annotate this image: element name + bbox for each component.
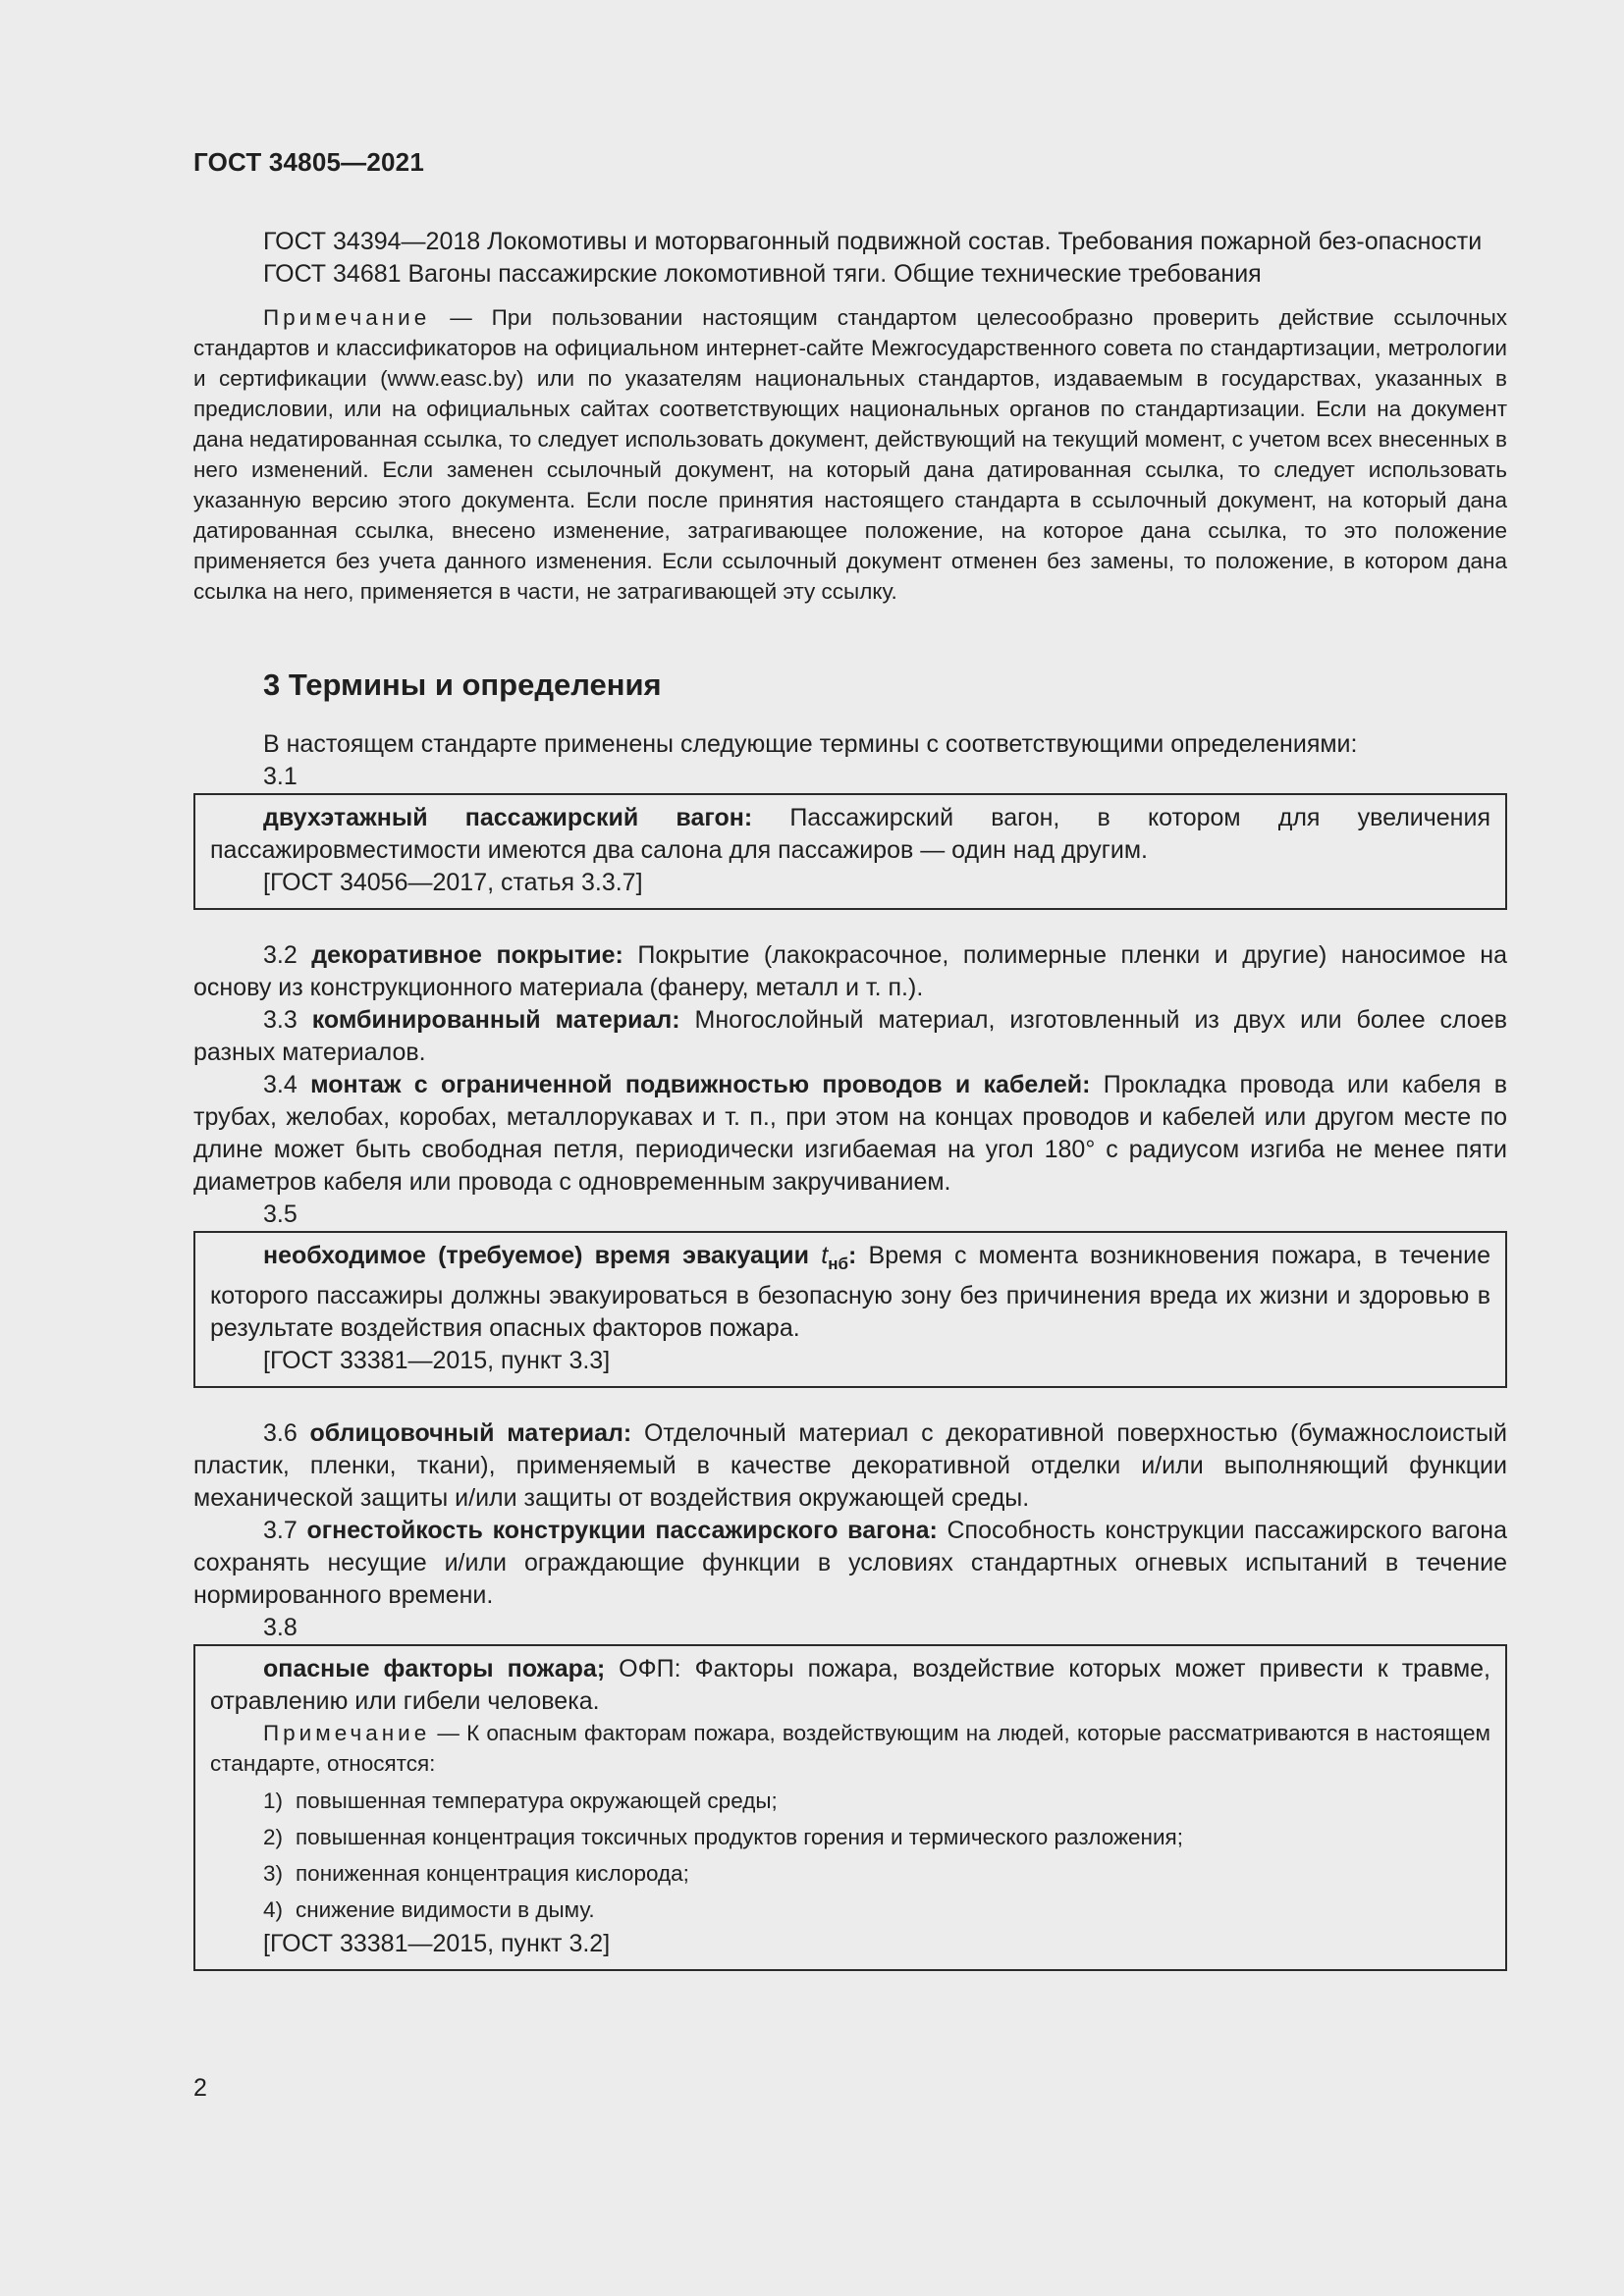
note-label: Примечание [263, 1721, 431, 1745]
term-box [193, 1644, 1507, 1971]
term-entry [193, 939, 1507, 1004]
note-text: — При пользовании настоящим стандартом целесообразно проверить действие ссылочных стандартов и классификаторов на официальном интернет-сайте Межгосударственного совета по стандартизации, метрологии и сертификации (www.easc.by) или по указателям национальных стандартов, издаваемым в государствах, указанных в предисловии, или на официальных сайтах соответствующих национальных органов по стандартизации. Если на документ дана недатированная ссылка, то следует использовать документ, действующий на текущий момент, с учетом всех внесенных в него изменений. Если заменен ссылочный документ, на который дана датированная ссылка, то следует использовать указанную версию этого документа. Если после принятия настоящего стандарта в ссылочный документ, на который дана датированная ссылка, внесено изменение, затрагивающее положение, на которое дана ссылка, то это положение применяется без учета данного изменения. Если ссылочный документ отменен без замены, то положение, в котором дана ссылка на него, применяется в части, не затрагивающей эту ссылку. [193, 305, 1507, 604]
term-number: 3.6 [263, 1419, 310, 1447]
term-text: Многослойный материал, изготовленный из двух или более слоев разных материалов. [193, 1006, 1507, 1066]
term-box [193, 793, 1507, 910]
note-label: Примечание [263, 305, 431, 330]
term-number: 3.1 [263, 763, 298, 790]
term-number: 3.7 [263, 1517, 307, 1544]
term-name: монтаж с ограниченной подвижностью проводов и кабелей: [310, 1071, 1091, 1098]
term-name: комбинированный материал: [311, 1006, 680, 1034]
term-number: 3.5 [263, 1201, 298, 1228]
reference-item: ГОСТ 34394—2018 Локомотивы и моторвагонный подвижной состав. Требования пожарной без-опасности [263, 228, 1483, 255]
term-definition [210, 1653, 1490, 1718]
page-number: 2 [193, 2074, 207, 2102]
hazard-list [210, 1783, 1490, 1928]
section-intro: В настоящем стандарте применены следующие термины с соответствующими определениями: [263, 730, 1358, 758]
term-text: Пассажирский вагон, в котором для увеличения пассажировместимости имеются два салона для пассажиров — один над другим. [210, 804, 1490, 864]
term-symbol-subscript: нб [828, 1255, 848, 1273]
list-item: 2) повышенная концентрация токсичных продуктов горения и термического разложения; [263, 1825, 1183, 1849]
references-note [193, 302, 1507, 607]
term-definition [210, 802, 1490, 867]
term-entry [193, 1417, 1507, 1515]
list-item: 1) повышенная температура окружающей среды; [263, 1789, 778, 1813]
term-entry [193, 1515, 1507, 1612]
reference-item: ГОСТ 34681 Вагоны пассажирские локомотивной тяги. Общие технические требования [263, 260, 1262, 288]
term-number: 3.2 [263, 941, 312, 969]
term-text: Прокладка провода или кабеля в трубах, желобах, коробах, металлорукавах и т. п., при этом на концах проводов и кабелей или другом месте по длине может быть свободная петля, периодически изгибаемая на угол 180° с радиусом изгиба не менее пяти диаметров кабеля или провода с одновременным закручиванием. [193, 1071, 1508, 1196]
term-text: Покрытие (лакокрасочное, полимерные пленки и другие) наносимое на основу из конструкционного материала (фанеру, металл и т. п.). [193, 941, 1507, 1001]
note-text: — К опасным факторам пожара, воздействующим на людей, которые рассматриваются в настоящем стандарте, относятся: [210, 1721, 1490, 1776]
term-name: двухэтажный пассажирский вагон: [263, 804, 753, 831]
term-number: 3.3 [263, 1006, 312, 1034]
term-note [210, 1718, 1490, 1779]
term-symbol: t [821, 1242, 829, 1269]
list-item: 3) пониженная концентрация кислорода; [263, 1861, 689, 1886]
term-number: 3.4 [263, 1071, 311, 1098]
term-text: Время с момента возникновения пожара, в течение которого пассажиры должны эвакуироваться в безопасную зону без причинения вреда их жизни и здоровью в результате воздействия опасных факторов пожара. [210, 1242, 1490, 1342]
section-title: 3 Термины и определения [263, 667, 662, 702]
term-name: необходимое (требуемое) время эвакуации $t_{нб}$: [263, 1242, 857, 1273]
term-source: [ГОСТ 34056—2017, статья 3.3.7] [263, 869, 643, 896]
term-name: облицовочный материал: [309, 1419, 632, 1447]
term-source: [ГОСТ 33381—2015, пункт 3.3] [263, 1347, 611, 1374]
term-number: 3.8 [263, 1614, 298, 1641]
term-definition [210, 1240, 1490, 1345]
term-text: Способность конструкции пассажирского вагона сохранять несущие и/или ограждающие функции в условиях стандартных огневых испытаний в течение нормированного времени. [193, 1517, 1508, 1609]
page-content [193, 226, 1507, 1971]
term-box [193, 1231, 1507, 1388]
term-source: [ГОСТ 33381—2015, пункт 3.2] [263, 1930, 611, 1957]
term-name: опасные факторы пожара; [263, 1655, 606, 1682]
list-item: 4) снижение видимости в дыму. [263, 1897, 595, 1922]
term-name: декоративное покрытие: [311, 941, 623, 969]
term-text: Отделочный материал с декоративной поверхностью (бумажнослоистый пластик, пленки, ткани), применяемый в качестве декоративной отделки и/или выполняющий функции механической защиты и/или защиты от воздействия окружающей среды. [193, 1419, 1507, 1512]
term-entry [193, 1004, 1507, 1069]
document-code: ГОСТ 34805—2021 [193, 147, 424, 177]
term-text: ОФП: Факторы пожара, воздействие которых может привести к травме, отравлению или гибели человека. [210, 1655, 1490, 1715]
term-entry [193, 1069, 1507, 1199]
term-name: огнестойкость конструкции пассажирского вагона: [306, 1517, 938, 1544]
